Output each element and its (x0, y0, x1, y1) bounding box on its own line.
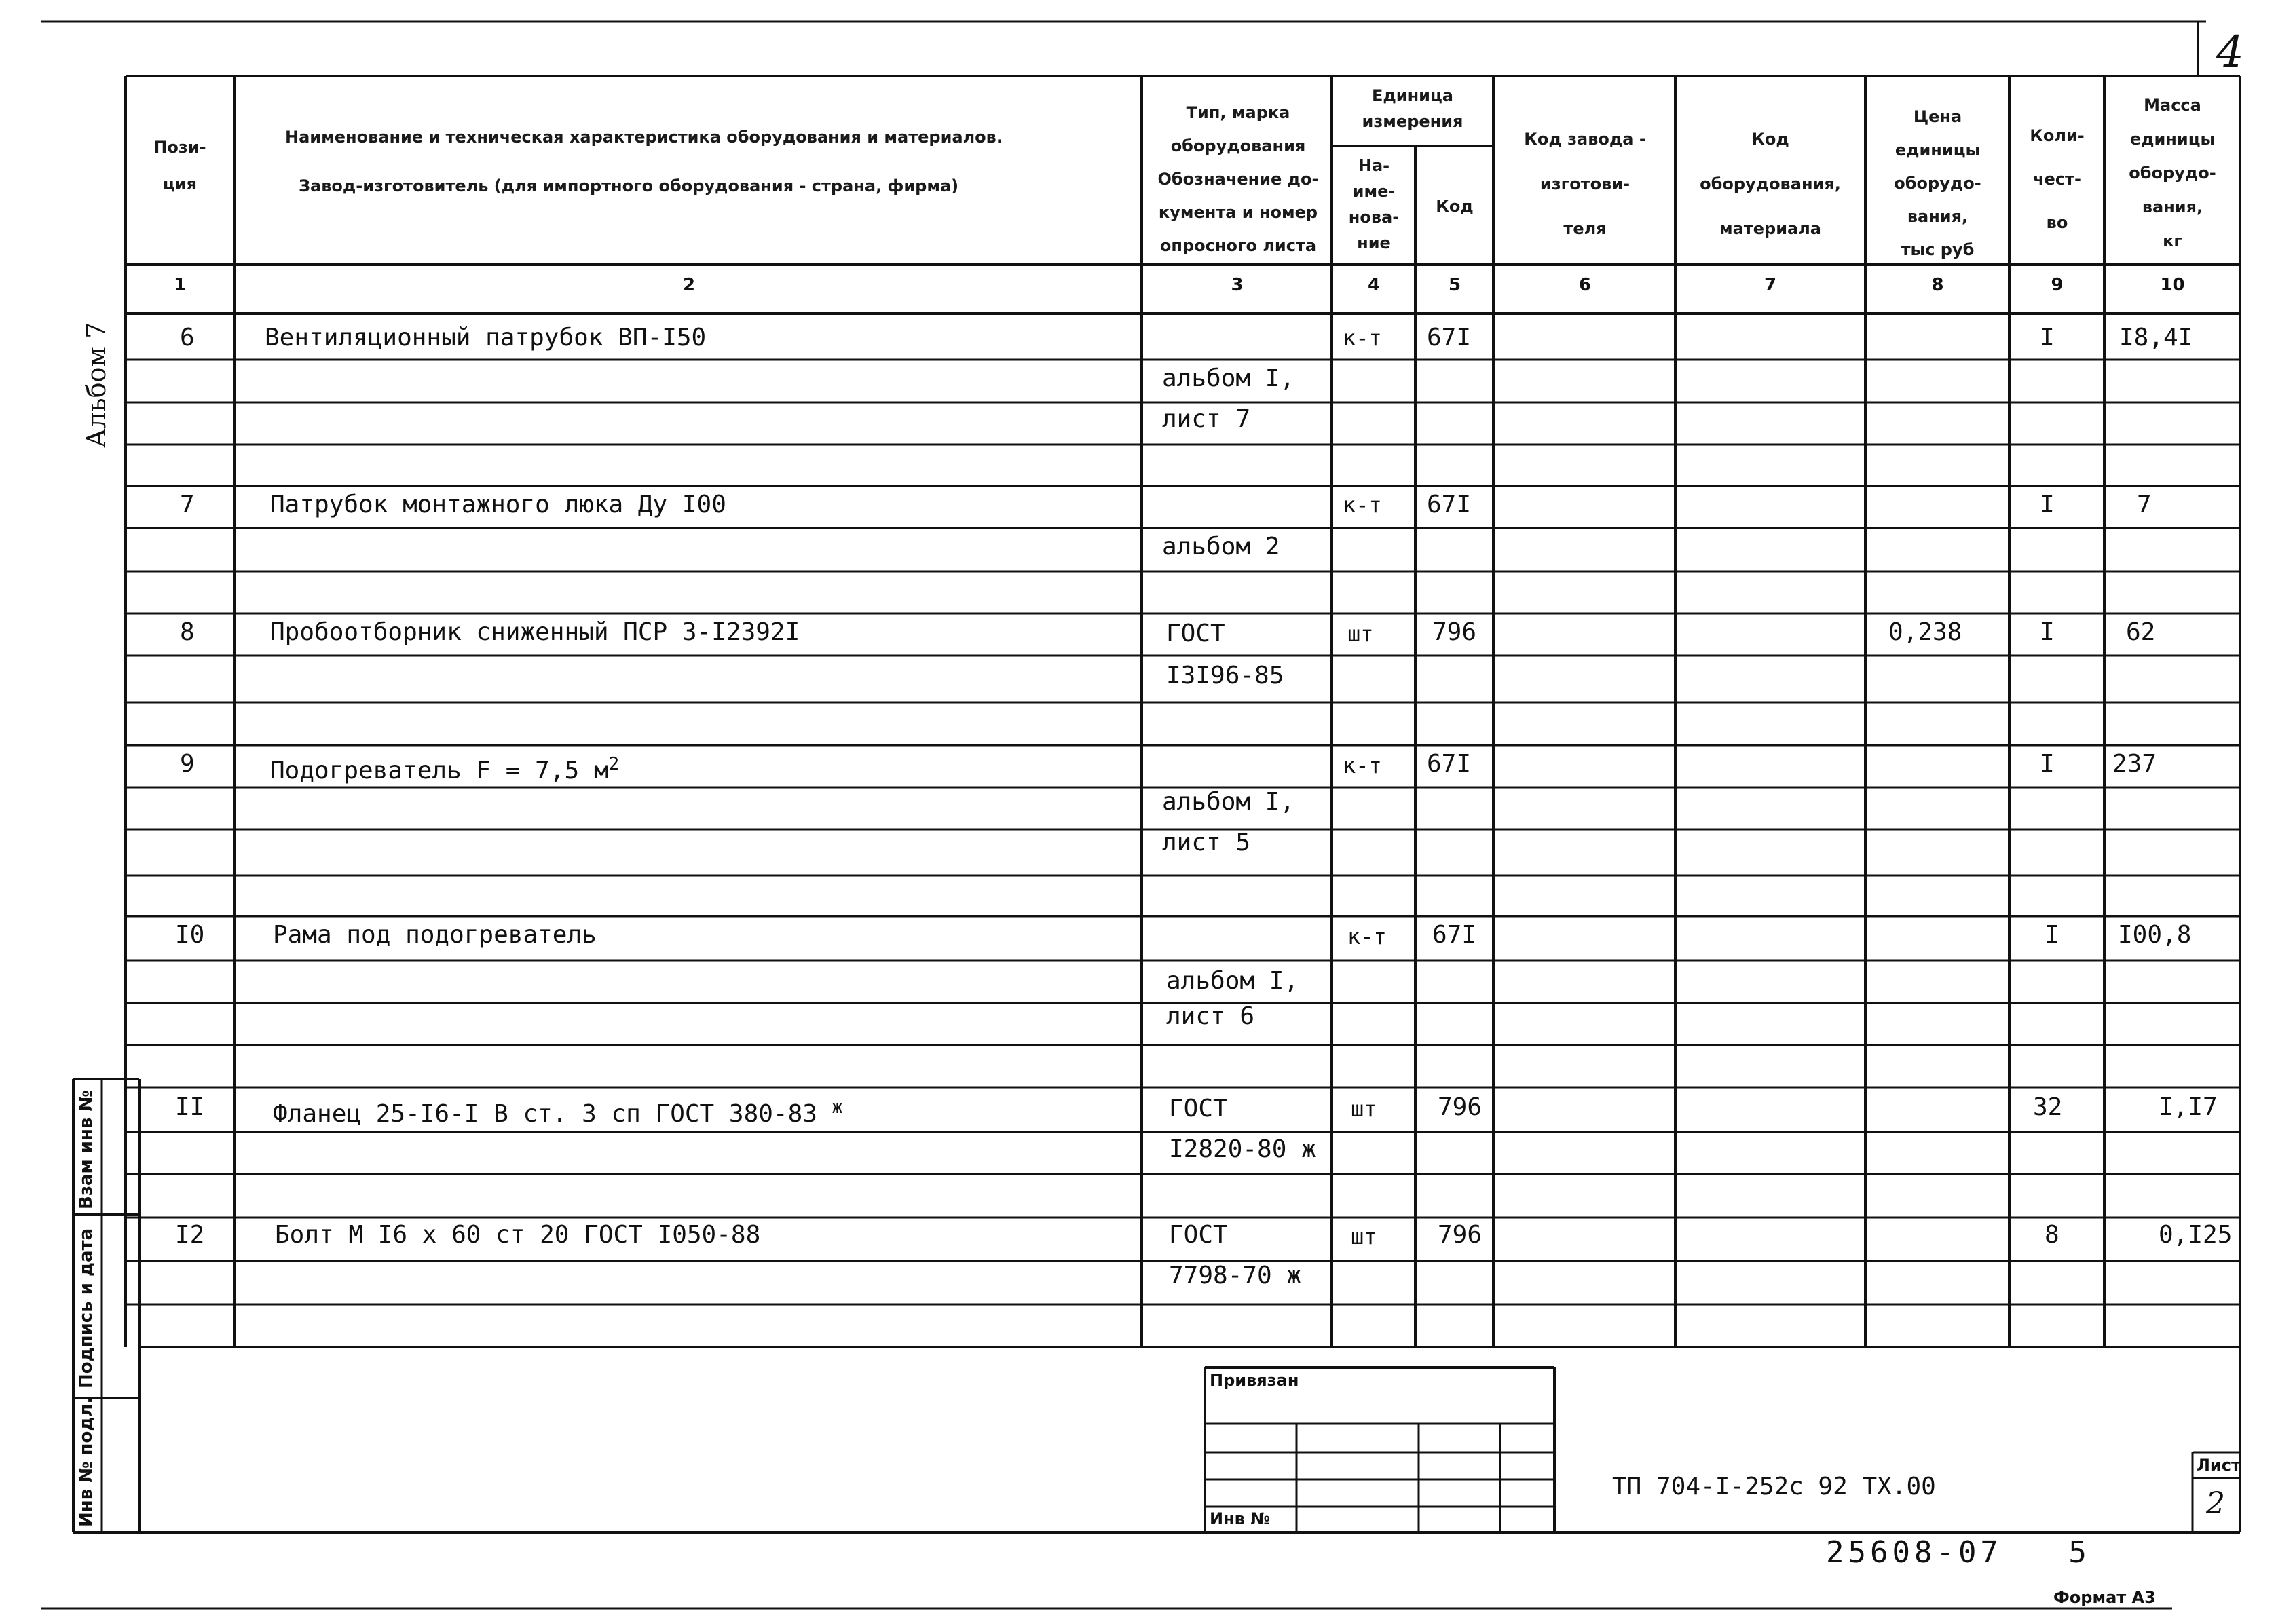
column-number: 3 (1231, 275, 1244, 295)
column-number: 6 (1578, 275, 1592, 295)
row-name: Рама под подогреватель (273, 921, 597, 949)
stamp-vzam-inv: Взам инв № (76, 1090, 96, 1209)
row-position: 7 (180, 491, 195, 518)
row-doc: альбом 2 (1162, 533, 1280, 561)
row-doc: лист 7 (1162, 405, 1251, 433)
stamp-podpis-data: Подпись и дата (76, 1228, 96, 1389)
column-number: 1 (173, 275, 187, 295)
row-code: 796 (1438, 1093, 1482, 1121)
row-doc: ГОСТ (1166, 620, 1225, 647)
margin-note: Альбом 7 (81, 322, 111, 448)
column-number: 8 (1931, 275, 1944, 295)
row-doc: 7798-70 ж (1169, 1262, 1302, 1289)
page-number: 4 (2216, 27, 2244, 77)
row-doc: лист 6 (1166, 1002, 1255, 1030)
row-mass: 62 (2126, 618, 2156, 646)
header-col4: На- име- нова- ние (1348, 156, 1400, 252)
header-col7: Код оборудования, материала (1700, 130, 1841, 238)
row-code: 67I (1427, 491, 1472, 518)
format-label: Формат А3 (2053, 1588, 2156, 1607)
row-position: 9 (180, 750, 195, 778)
row-mass: I,I7 (2159, 1093, 2218, 1121)
row-position: 8 (180, 618, 195, 646)
row-mass: 0,I25 (2159, 1221, 2233, 1249)
document-designation: ТП 704-I-252с 92 ТХ.00 (1612, 1473, 1936, 1500)
sheet-number: 2 (2206, 1486, 2225, 1521)
row-qty: I (2045, 921, 2059, 949)
row-position: II (175, 1093, 205, 1121)
header-col2-line1: Наименование и техническая характеристика оборудования и материалов. (285, 128, 1003, 147)
row-name: Патрубок монтажного люка Ду I00 (270, 491, 726, 518)
column-number: 9 (2051, 275, 2064, 295)
sheet-label: Лист (2197, 1456, 2241, 1475)
stamp-inv-podl: Инв № подл. (76, 1397, 96, 1527)
header-col5: Код (1436, 197, 1474, 216)
row-code: 796 (1432, 618, 1477, 646)
row-name-sup: 2 (608, 754, 620, 774)
row-qty: I (2040, 491, 2055, 518)
header-unit: Единица измерения (1362, 86, 1463, 131)
row-doc: альбом I, (1166, 967, 1299, 995)
column-number: 2 (682, 275, 696, 295)
row-code: 67I (1427, 324, 1472, 352)
row-name: Фланец 25-I6-I В ст. 3 сп ГОСТ 380-83 $^ж$ (273, 1097, 843, 1128)
row-price: 0,238 (1888, 618, 1962, 646)
row-mass: I8,4I (2119, 324, 2193, 352)
row-doc: I3I96-85 (1166, 662, 1284, 690)
row-qty: 8 (2045, 1221, 2059, 1249)
row-name-mark: ж (832, 1097, 843, 1118)
archive-number: 25608-07 5 (1826, 1535, 2091, 1570)
row-position: I0 (175, 921, 205, 949)
row-unit: шт (1351, 1224, 1377, 1249)
header-col9: Коли- чест- во (2030, 126, 2085, 232)
row-unit: к-т (1347, 924, 1387, 949)
header-col8: Цена единицы оборудо- вания, тыс руб (1894, 107, 1981, 259)
row-code: 796 (1438, 1221, 1482, 1249)
title-block-inv-no: Инв № (1210, 1509, 1271, 1528)
row-mass: I00,8 (2118, 921, 2192, 949)
row-unit: шт (1347, 621, 1374, 647)
row-code: 67I (1432, 921, 1477, 949)
column-number: 7 (1764, 275, 1777, 295)
row-name: Подогреватель F = 7,5 $м^2$ (270, 754, 620, 785)
row-qty: 32 (2033, 1093, 2063, 1121)
row-name: Болт М I6 х 60 ст 20 ГОСТ I050-88 (275, 1221, 761, 1249)
row-qty: I (2040, 750, 2055, 778)
header-col1: Пози- ция (153, 138, 206, 193)
row-doc: ГОСТ (1169, 1221, 1228, 1249)
row-doc: ГОСТ (1169, 1095, 1228, 1122)
row-doc: альбом I, (1162, 364, 1295, 392)
row-position: I2 (175, 1221, 205, 1249)
row-unit: к-т (1343, 492, 1382, 518)
row-qty: I (2040, 618, 2055, 646)
header-col3: Тип, марка оборудования Обозначение до- кумента и номер опросного листа (1157, 103, 1319, 255)
title-block-privyazan: Привязан (1210, 1371, 1299, 1390)
row-name: Вентиляционный патрубок ВП-I50 (265, 324, 707, 352)
row-unit: к-т (1343, 753, 1382, 778)
row-doc: альбом I, (1162, 788, 1295, 816)
row-position: 6 (180, 324, 195, 352)
row-qty: I (2040, 324, 2055, 352)
header-col2-line2: Завод-изготовитель (для импортного оборудования - страна, фирма) (299, 176, 959, 195)
row-name: Пробоотборник сниженный ПСР 3-I2392I (270, 618, 800, 646)
row-unit: шт (1351, 1096, 1377, 1122)
row-mass: 7 (2137, 491, 2152, 518)
row-unit: к-т (1343, 325, 1382, 351)
column-number: 10 (2160, 275, 2185, 295)
column-number: 5 (1448, 275, 1461, 295)
row-mass: 237 (2112, 750, 2157, 778)
row-doc: I2820-80 ж (1169, 1135, 1316, 1163)
column-number: 4 (1367, 275, 1381, 295)
header-col10: Масса единицы оборудо- вания, кг (2129, 96, 2216, 250)
header-col6: Код завода - изготови- теля (1524, 130, 1646, 238)
row-doc: лист 5 (1162, 829, 1251, 856)
row-code: 67I (1427, 750, 1472, 778)
